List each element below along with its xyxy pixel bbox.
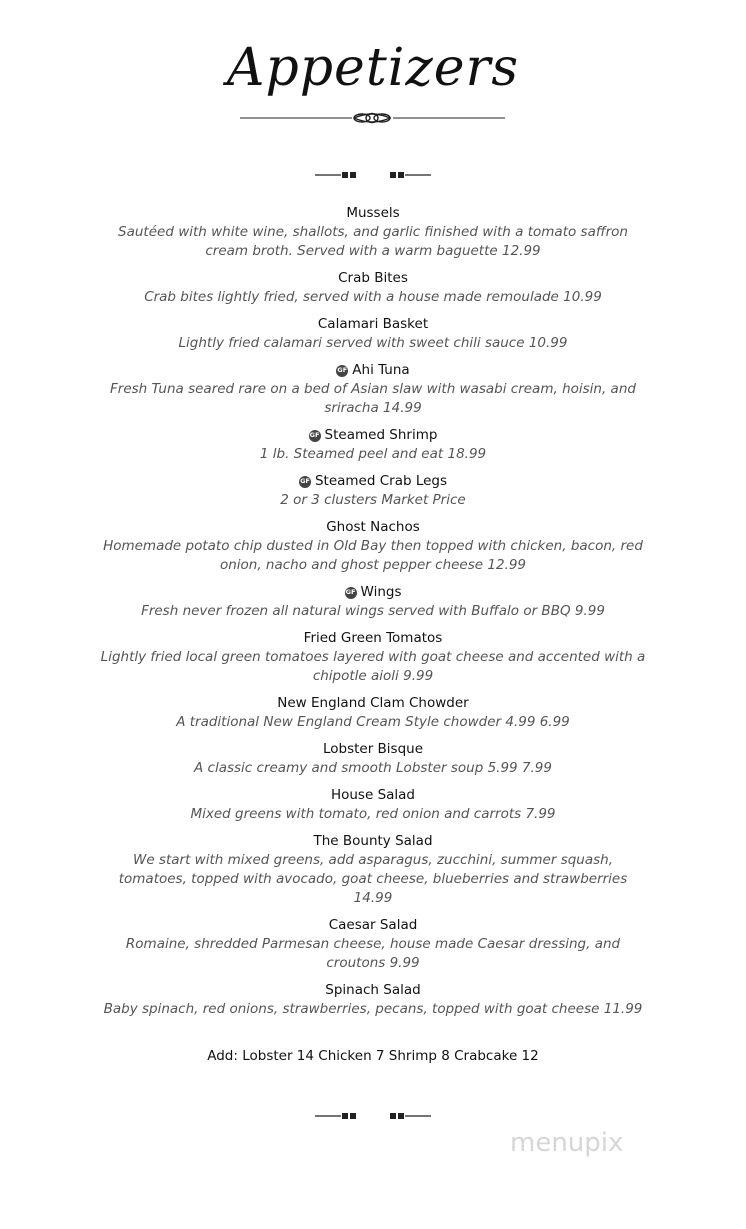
menu-item — [100, 269, 646, 307]
menu-item-description: Lightly fried calamari served with sweet chili sauce 10.99 — [178, 335, 568, 351]
menu-item-title: The Bounty Salad — [313, 833, 433, 849]
menu-item-name — [100, 832, 646, 851]
menu-item — [100, 629, 646, 686]
page-title: Appetizers — [226, 38, 520, 98]
menu-items-list — [100, 204, 646, 1027]
menu-item-description: A classic creamy and smooth Lobster soup 5.99 7.99 — [194, 760, 552, 776]
menu-item-title: Ghost Nachos — [326, 519, 420, 535]
gluten-free-icon: GF — [299, 476, 311, 488]
menu-item — [100, 786, 646, 824]
menu-item-title: Mussels — [346, 205, 400, 221]
menu-item-title: Ahi Tuna — [352, 362, 410, 378]
menu-item-description: We start with mixed greens, add asparagus, zucchini, summer squash, tomatoes, topped with avocado, goat cheese, blueberries and strawberries 14.99 — [118, 852, 628, 906]
menu-item-title: Wings — [360, 584, 402, 600]
menu-item-title: Caesar Salad — [328, 917, 418, 933]
menu-item-title: New England Clam Chowder — [277, 695, 469, 711]
gluten-free-icon: GF — [309, 430, 321, 442]
menu-item-description: 2 or 3 clusters Market Price — [280, 492, 466, 508]
menu-item-description: A traditional New England Cream Style chowder 4.99 6.99 — [176, 714, 570, 730]
menu-item — [100, 981, 646, 1019]
menu-item-name — [100, 583, 646, 602]
menu-item — [100, 472, 646, 510]
menu-item-title: Calamari Basket — [317, 316, 429, 332]
menupix-watermark: menupix — [510, 1128, 624, 1158]
menu-item-title: Spinach Salad — [325, 982, 421, 998]
menu-item-description: Mixed greens with tomato, red onion and carrots 7.99 — [190, 806, 556, 822]
divider-top — [315, 169, 431, 181]
menu-item-description: Homemade potato chip dusted in Old Bay then topped with chicken, bacon, red onion, nacho and ghost pepper cheese 12.99 — [103, 538, 643, 573]
menu-item-title: Lobster Bisque — [322, 741, 424, 757]
title-ornament-rule — [240, 108, 505, 128]
menu-item-title: Steamed Shrimp — [324, 427, 438, 443]
menu-item-description: 1 lb. Steamed peel and eat 18.99 — [259, 446, 487, 462]
menu-item-name — [100, 786, 646, 805]
menu-item — [100, 315, 646, 353]
menu-item-title: House Salad — [330, 787, 416, 803]
menu-item — [100, 426, 646, 464]
gluten-free-icon: GF — [336, 365, 348, 377]
menu-item-name — [100, 204, 646, 223]
menu-item-name — [100, 981, 646, 1000]
gluten-free-icon: GF — [345, 587, 357, 599]
divider-bottom — [315, 1110, 431, 1122]
menu-item — [100, 204, 646, 261]
menu-item-title: Fried Green Tomatos — [303, 630, 443, 646]
menu-item-name — [100, 518, 646, 537]
menu-item-name — [100, 361, 646, 380]
menu-item-description: Fresh never frozen all natural wings served with Buffalo or BBQ 9.99 — [141, 603, 605, 619]
menu-item-description: Romaine, shredded Parmesan cheese, house made Caesar dressing, and croutons 9.99 — [125, 936, 621, 971]
menu-item-name — [100, 472, 646, 491]
menu-item-name — [100, 694, 646, 713]
menu-item-description: Fresh Tuna seared rare on a bed of Asian slaw with wasabi cream, hoisin, and sriracha 14.99 — [110, 381, 636, 416]
add-ons-line: Add: Lobster 14 Chicken 7 Shrimp 8 Crabcake 12 — [207, 1048, 539, 1064]
menu-item-description: Sautéed with white wine, shallots, and garlic finished with a tomato saffron cream broth. Served with a warm baguette 12.99 — [118, 224, 628, 259]
menu-item — [100, 832, 646, 908]
menu-item — [100, 518, 646, 575]
menu-item-description: Lightly fried local green tomatoes layered with goat cheese and accented with a chipotle aioli 9.99 — [100, 649, 646, 684]
menu-item-description: Crab bites lightly fried, served with a house made remoulade 10.99 — [144, 289, 602, 305]
menu-item-title: Steamed Crab Legs — [314, 473, 448, 489]
menu-item-name — [100, 315, 646, 334]
menu-item — [100, 916, 646, 973]
menu-item-title: Crab Bites — [338, 270, 408, 286]
menu-item — [100, 361, 646, 418]
menu-item-description: Baby spinach, red onions, strawberries, pecans, topped with goat cheese 11.99 — [103, 1001, 643, 1017]
menu-item — [100, 694, 646, 732]
menu-item-name — [100, 916, 646, 935]
menu-item-name — [100, 740, 646, 759]
menu-item-name — [100, 426, 646, 445]
menu-item — [100, 740, 646, 778]
menu-item-name — [100, 629, 646, 648]
menu-item — [100, 583, 646, 621]
menu-item-name — [100, 269, 646, 288]
